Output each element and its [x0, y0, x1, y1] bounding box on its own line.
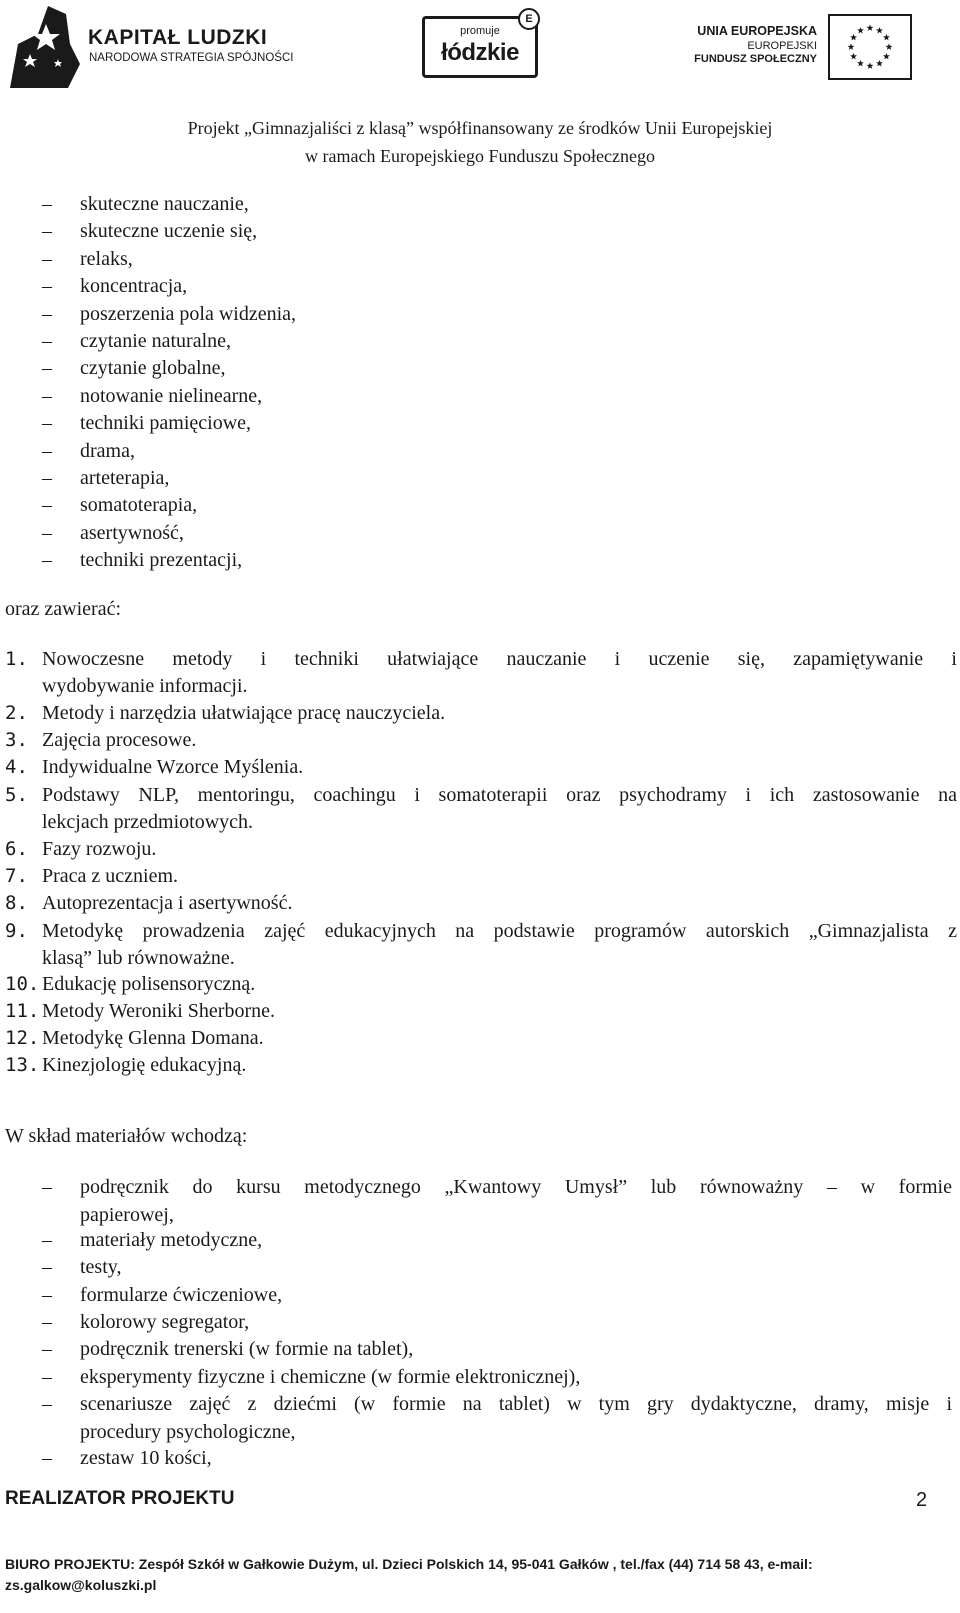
eu-star-icon: [857, 27, 864, 34]
dash-bullet: –: [42, 1366, 52, 1388]
item-text-continued: lekcjach przedmiotowych.: [42, 811, 254, 833]
dash-bullet: –: [42, 302, 52, 325]
eu-star-icon: [886, 43, 893, 50]
topic-text: poszerzenia pola widzenia,: [80, 302, 297, 325]
item-number: 8.: [5, 892, 28, 914]
eu-star-icon: [850, 34, 857, 41]
promuje-label: promuje: [460, 25, 500, 37]
item-text: Metodykę Glenna Domana.: [42, 1027, 264, 1049]
page-number: 2: [916, 1489, 928, 1511]
eu-star-icon: [857, 60, 864, 67]
topic-text: drama,: [80, 439, 135, 462]
project-line-2: w ramach Europejskiego Funduszu Społecznego: [305, 146, 655, 166]
project-line-1: Projekt „Gimnazjaliści z klasą” współfinansowany ze środków Unii Europejskiej: [187, 118, 773, 138]
dash-bullet: –: [42, 412, 52, 435]
item-text: Praca z uczniem.: [42, 865, 179, 887]
dash-bullet: –: [42, 1229, 52, 1251]
eu-line-2: EUROPEJSKI: [747, 40, 817, 52]
dash-bullet: –: [42, 1393, 52, 1415]
footer-email: zs.galkow@koluszki.pl: [5, 1577, 157, 1593]
item-number: 7.: [5, 865, 28, 887]
topic-text: relaks,: [80, 247, 133, 270]
topic-text: skuteczne uczenie się,: [80, 220, 258, 243]
item-text: Nowoczesne metody i techniki ułatwiające nauczanie i uczenie się, zapamiętywanie i: [42, 648, 957, 670]
topic-text: czytanie globalne,: [80, 357, 226, 380]
dash-bullet: –: [42, 247, 52, 270]
material-text: scenariusze zajęć z dziećmi (w formie na tablet) w tym gry dydaktyczne, dramy, misje i: [80, 1393, 952, 1415]
item-number: 12.: [5, 1027, 40, 1049]
topic-text: arteterapia,: [80, 467, 170, 489]
material-text: podręcznik trenerski (w formie na tablet),: [80, 1338, 414, 1360]
material-text: materiały metodyczne,: [80, 1229, 263, 1251]
item-number: 5.: [5, 784, 28, 806]
item-text: Podstawy NLP, mentoringu, coachingu i somatoterapii oraz psychodramy i ich zastosowanie na: [42, 784, 957, 806]
item-text: Fazy rozwoju.: [42, 838, 157, 860]
material-text-continued: papierowej,: [80, 1204, 174, 1226]
item-number: 13.: [5, 1054, 40, 1076]
dash-bullet: –: [42, 1338, 52, 1360]
eu-star-icon: [883, 34, 890, 41]
topic-text: koncentracja,: [80, 275, 188, 298]
item-text: Metodykę prowadzenia zajęć edukacyjnych na podstawie programów autorskich „Gimnazjalista z: [42, 920, 957, 942]
item-text: Autoprezentacja i asertywność.: [42, 892, 293, 914]
footer-address: BIURO PROJEKTU: Zespół Szkół w Gałkowie Dużym, ul. Dzieci Polskich 14, 95-041 Gałków , tel./fax (44) 714 58 43, e-mail:: [5, 1556, 813, 1572]
dash-bullet: –: [42, 1176, 52, 1198]
document-header: [0, 0, 960, 120]
kapital-ludzki-title: KAPITAŁ LUDZKI: [88, 26, 268, 49]
topic-text: asertywność,: [80, 521, 184, 544]
eu-star-icon: [867, 24, 874, 31]
topic-text: czytanie naturalne,: [80, 330, 232, 352]
item-text-continued: wydobywanie informacji.: [42, 675, 248, 697]
item-text: Indywidualne Wzorce Myślenia.: [42, 756, 304, 778]
material-text: formularze ćwiczeniowe,: [80, 1284, 283, 1306]
item-number: 11.: [5, 1000, 40, 1022]
item-number: 6.: [5, 838, 28, 860]
eu-star-icon: [850, 53, 857, 60]
eu-logo-text: [692, 24, 817, 65]
material-text: zestaw 10 kości,: [80, 1447, 212, 1469]
material-text: eksperymenty fizyczne i chemiczne (w formie elektronicznej),: [80, 1366, 581, 1388]
kapital-ludzki-subtitle: NARODOWA STRATEGIA SPÓJNOŚCI: [89, 52, 294, 64]
dash-bullet: –: [42, 384, 52, 407]
dash-bullet: –: [42, 1311, 52, 1333]
material-text: kolorowy segregator,: [80, 1311, 250, 1333]
dash-bullet: –: [42, 494, 52, 517]
dash-bullet: –: [42, 275, 52, 298]
item-text: Metody i narzędzia ułatwiające pracę nauczyciela.: [42, 702, 446, 724]
dash-bullet: –: [42, 467, 52, 489]
item-text: Edukację polisensoryczną.: [42, 973, 256, 995]
item-number: 1.: [5, 648, 28, 670]
dash-bullet: –: [42, 193, 52, 215]
eu-flag-icon: [828, 14, 912, 80]
topic-text: skuteczne nauczanie,: [80, 193, 249, 215]
item-number: 9.: [5, 920, 28, 942]
dash-bullet: –: [42, 521, 52, 544]
material-text: podręcznik do kursu metodycznego „Kwantowy Umysł” lub równoważny – w formie: [80, 1176, 952, 1198]
dash-bullet: –: [42, 1447, 52, 1469]
topic-text: notowanie nielinearne,: [80, 384, 263, 407]
dash-bullet: –: [42, 1256, 52, 1278]
item-text-continued: klasą” lub równoważne.: [42, 947, 235, 969]
lodzkie-label: łódzkie: [441, 39, 519, 66]
eu-line-1: UNIA EUROPEJSKA: [697, 24, 817, 38]
item-number: 3.: [5, 729, 28, 751]
material-text: testy,: [80, 1256, 122, 1278]
topic-text: techniki prezentacji,: [80, 549, 243, 572]
footer-realizator: REALIZATOR PROJEKTU: [5, 1488, 235, 1509]
dash-bullet: –: [42, 439, 52, 462]
material-text-continued: procedury psychologiczne,: [80, 1421, 296, 1443]
item-text: Zajęcia procesowe.: [42, 729, 197, 751]
item-number: 10.: [5, 973, 40, 995]
contains-label: oraz zawierać:: [5, 598, 122, 620]
dash-bullet: –: [42, 549, 52, 572]
materials-label: W skład materiałów wchodzą:: [5, 1125, 248, 1147]
eu-star-icon: [883, 53, 890, 60]
eu-star-icon: [876, 27, 883, 34]
eu-star-icon: [876, 60, 883, 67]
euro-mark-icon: E: [518, 8, 540, 30]
eu-star-icon: [867, 62, 874, 69]
item-number: 2.: [5, 702, 28, 724]
eu-line-3: FUNDUSZ SPOŁECZNY: [694, 53, 817, 65]
dash-bullet: –: [42, 220, 52, 243]
dash-bullet: –: [42, 330, 52, 352]
topic-text: somatoterapia,: [80, 494, 198, 517]
topic-text: techniki pamięciowe,: [80, 412, 252, 435]
item-text: Kinezjologię edukacyjną.: [42, 1054, 247, 1076]
dash-bullet: –: [42, 1284, 52, 1306]
dash-bullet: –: [42, 357, 52, 380]
item-number: 4.: [5, 756, 28, 778]
eu-star-icon: [848, 43, 855, 50]
item-text: Metody Weroniki Sherborne.: [42, 1000, 275, 1022]
